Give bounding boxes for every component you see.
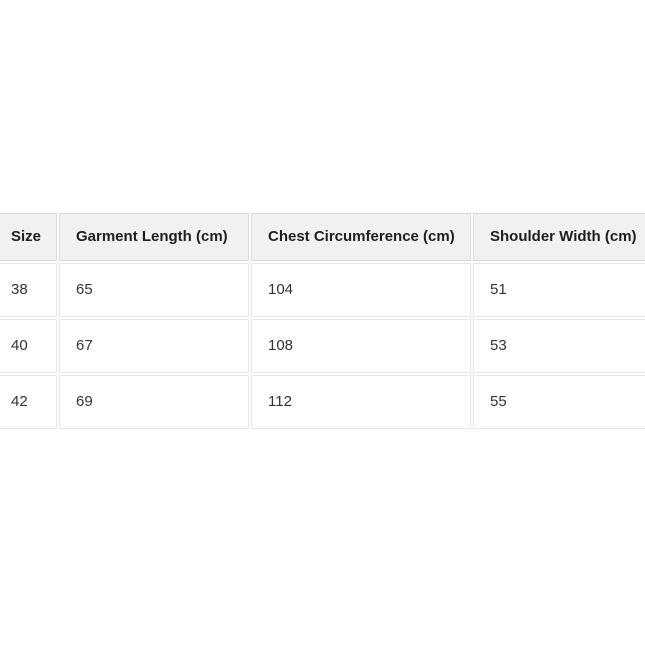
column-header-shoulder-width-cm: Shoulder Width (cm) bbox=[473, 213, 645, 261]
table-row-size-42 bbox=[0, 375, 645, 429]
table-cell-size: 42 bbox=[0, 375, 57, 429]
table-cell-shoulder_width_cm: 55 bbox=[473, 375, 645, 429]
table-cell-size: 40 bbox=[0, 319, 57, 373]
size-chart-table bbox=[0, 211, 645, 431]
size-chart-body bbox=[0, 263, 645, 429]
column-header-garment-length-cm: Garment Length (cm) bbox=[59, 213, 249, 261]
size-chart-header-row bbox=[0, 213, 645, 261]
column-header-chest-circumference-cm: Chest Circumference (cm) bbox=[251, 213, 471, 261]
table-cell-chest_circumference_cm: 104 bbox=[251, 263, 471, 317]
table-cell-shoulder_width_cm: 53 bbox=[473, 319, 645, 373]
table-cell-shoulder_width_cm: 51 bbox=[473, 263, 645, 317]
table-cell-chest_circumference_cm: 108 bbox=[251, 319, 471, 373]
table-cell-garment_length_cm: 69 bbox=[59, 375, 249, 429]
table-row-size-38 bbox=[0, 263, 645, 317]
table-row-size-40 bbox=[0, 319, 645, 373]
table-cell-garment_length_cm: 65 bbox=[59, 263, 249, 317]
table-cell-garment_length_cm: 67 bbox=[59, 319, 249, 373]
table-cell-chest_circumference_cm: 112 bbox=[251, 375, 471, 429]
table-cell-size: 38 bbox=[0, 263, 57, 317]
column-header-size: Size bbox=[0, 213, 57, 261]
